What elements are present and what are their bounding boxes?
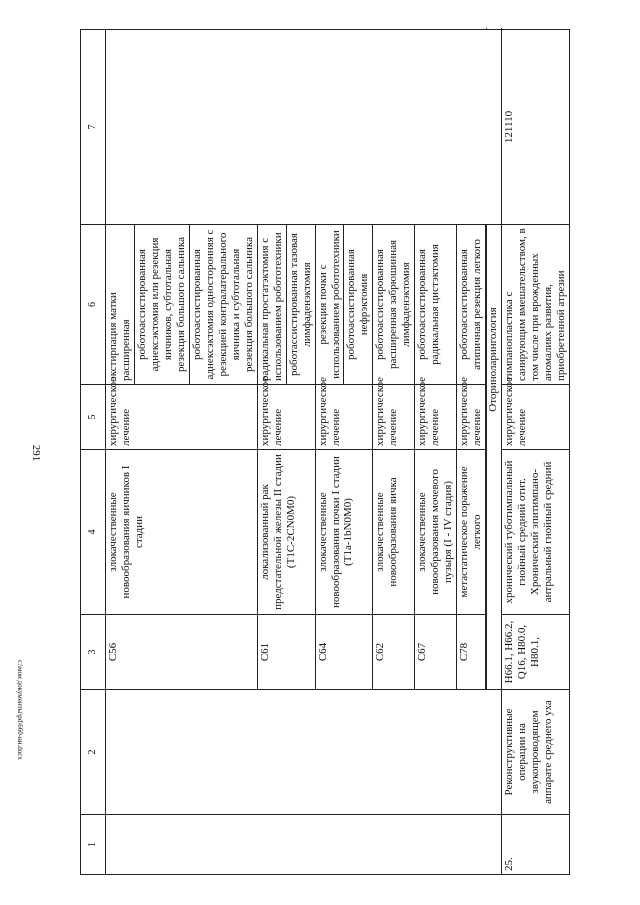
header-col-2: 2: [81, 690, 106, 815]
header-col-5: 5: [81, 385, 106, 450]
treatment-method: роботассистированная тазовая лимфаденэктомия: [286, 225, 315, 385]
treatment-type: хирургическое лечение: [257, 385, 315, 450]
header-col-4: 4: [81, 450, 106, 615]
treatment-type: хирургическое лечение: [457, 385, 486, 450]
footer-file-path: c:\мои документы\pd\660-нн.docx: [16, 660, 24, 760]
patient-model: злокачественные новообразования яичка: [373, 450, 415, 615]
diagnosis-code: C62: [373, 615, 415, 690]
patient-model: злокачественные новообразования мочевого пузыря (I - IV стадия): [415, 450, 457, 615]
treatment-type: хирургическое лечение: [315, 385, 373, 450]
care-type-name: Реконструктивные операции на звукопроводящем аппарате среднего уха: [502, 690, 570, 815]
treatment-type: хирургическое лечение: [502, 385, 570, 450]
section-title: Оториноларингология: [487, 30, 502, 690]
treatment-method: роботоассистированная аднексэктомия односторонняя с резекцией контралатерального яичника и субтотальная резекция большого сальника: [189, 225, 257, 385]
cost-value: 121110: [502, 30, 570, 225]
treatment-type: хирургическое лечение: [415, 385, 457, 450]
table-container: [80, 30, 630, 875]
diagnosis-code: C56: [106, 615, 258, 690]
treatment-method: тимпанопластика с санирующим вмешательством, в том числе при врожденных аномалиях развития, приобретенной атрезии: [502, 225, 570, 385]
diagnosis-code: C78: [457, 615, 486, 690]
diagnosis-code: C67: [415, 615, 457, 690]
header-col-6: 6: [81, 225, 106, 385]
table-row: [502, 30, 570, 875]
header-row: [81, 30, 106, 875]
treatment-method: роботоассистированная расширенная забрюшинная лимфаденэктомия: [373, 225, 415, 385]
treatment-method: роботоассистированная нефрэктомия: [344, 225, 373, 385]
treatment-method: роботоассистированная радикальная цистэктомия: [415, 225, 457, 385]
patient-model: злокачественные новообразования яичников I стадии: [106, 450, 258, 615]
medical-care-table: [80, 29, 570, 875]
patient-model: хронический туботимпальный гнойный средний отит. Хронический эпитимпано-антральный гнойный средний: [502, 450, 570, 615]
treatment-method: резекция почки с использованием робототехники: [315, 225, 344, 385]
row-number: 25.: [502, 815, 570, 875]
patient-model: метастатическое поражение легкого: [457, 450, 486, 615]
patient-model: локализованный рак предстательной железы II стадии (T1C-2CN0M0): [257, 450, 315, 615]
treatment-type: хирургическое лечение: [373, 385, 415, 450]
page-number: 291: [30, 444, 42, 462]
empty-name-cell: [106, 690, 502, 815]
treatment-method: радикальная простатэктомия с использованием робототехники: [257, 225, 286, 385]
patient-model: злокачественные новообразования почки I стадии (T1a-1bN0M0): [315, 450, 373, 615]
header-col-3: 3: [81, 615, 106, 690]
empty-cost-cell: [106, 30, 502, 225]
empty-number-cell: [106, 815, 502, 875]
header-col-1: 1: [81, 815, 106, 875]
header-col-7: 7: [81, 30, 106, 225]
treatment-method: роботоассистированная атипичная резекция легкого: [457, 225, 486, 385]
diagnosis-codes: H66.1, H66.2, Q16, H80.0, H80.1,: [502, 615, 570, 690]
treatment-method: экстирпация матки расширенная: [106, 225, 135, 385]
diagnosis-code: C61: [257, 615, 315, 690]
table-row: [106, 30, 135, 875]
diagnosis-code: C64: [315, 615, 373, 690]
treatment-method: роботоассистированная аднексэктомия или резекция яичников, субтотальная резекция большого сальника: [134, 225, 189, 385]
treatment-type: хирургическое лечение: [106, 385, 258, 450]
